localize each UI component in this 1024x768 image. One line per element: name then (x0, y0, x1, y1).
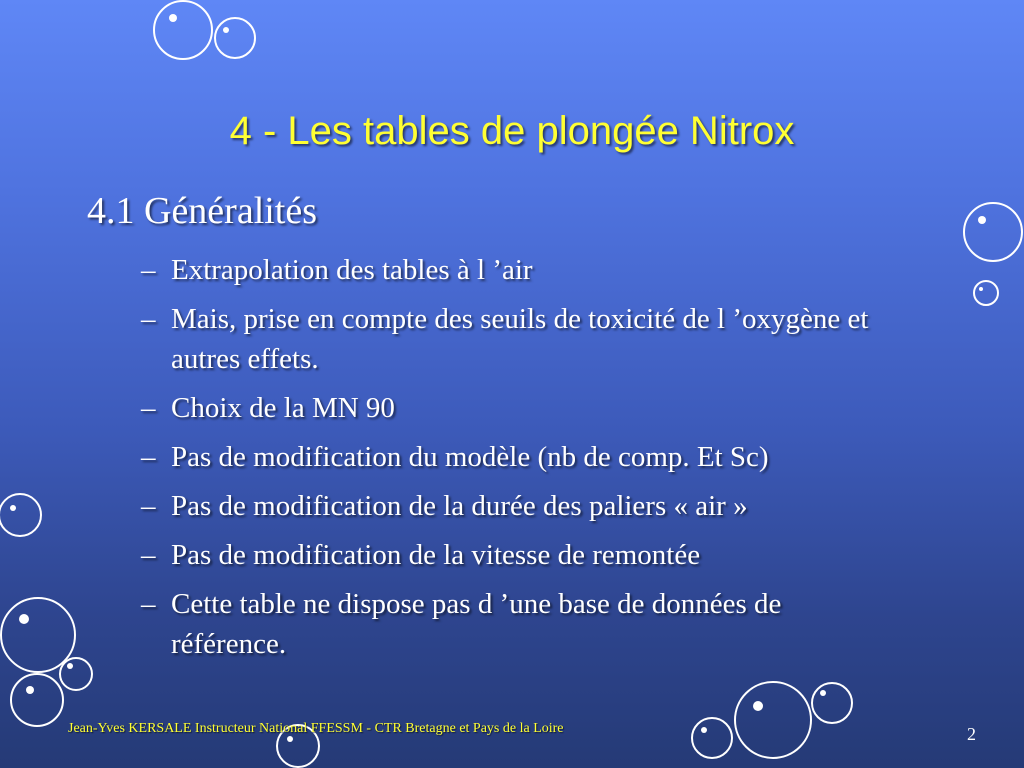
section-heading: 4.1 Généralités (87, 190, 318, 232)
bubble-icon (974, 281, 998, 305)
bullet-text: Cette table ne dispose pas d ’une base de données de référence. (171, 588, 782, 660)
dash-icon: – (141, 254, 156, 286)
dash-icon: – (141, 303, 156, 335)
bullet-item (141, 486, 901, 526)
bubble-icon (11, 674, 63, 726)
bubble-icon (0, 494, 41, 536)
dash-icon: – (141, 490, 156, 522)
bullet-item (141, 388, 901, 428)
bullet-text: Extrapolation des tables à l ’air (171, 254, 533, 286)
bullet-item (141, 299, 901, 379)
bullet-text: Pas de modification de la vitesse de remontée (171, 539, 701, 571)
bubble-icon (812, 683, 852, 723)
dash-icon: – (141, 539, 156, 571)
bullet-item (141, 250, 901, 290)
bullet-text: Mais, prise en compte des seuils de toxicité de l ’oxygène et autres effets. (171, 303, 869, 375)
footer-text: Jean-Yves KERSALE Instructeur National FFESSM - CTR Bretagne et Pays de la Loire (68, 721, 564, 736)
bullet-text: Choix de la MN 90 (171, 392, 395, 424)
bullet-text: Pas de modification de la durée des paliers « air » (171, 490, 748, 522)
bubble-icon (964, 203, 1022, 261)
bullet-item (141, 437, 901, 477)
bubble-icon (60, 658, 92, 690)
bubble-icon (692, 718, 732, 758)
bullet-text: Pas de modification du modèle (nb de comp. Et Sc) (171, 441, 769, 473)
bullet-item (141, 584, 901, 664)
bubble-icon (215, 18, 255, 58)
bubble-icon (154, 1, 212, 59)
bullet-list (141, 250, 901, 673)
bubble-icon (735, 682, 811, 758)
dash-icon: – (141, 588, 156, 620)
dash-icon: – (141, 441, 156, 473)
bullet-item (141, 535, 901, 575)
bubble-icon (1, 598, 75, 672)
dash-icon: – (141, 392, 156, 424)
page-number: 2 (967, 724, 976, 744)
slide-title: 4 - Les tables de plongée Nitrox (229, 109, 795, 153)
